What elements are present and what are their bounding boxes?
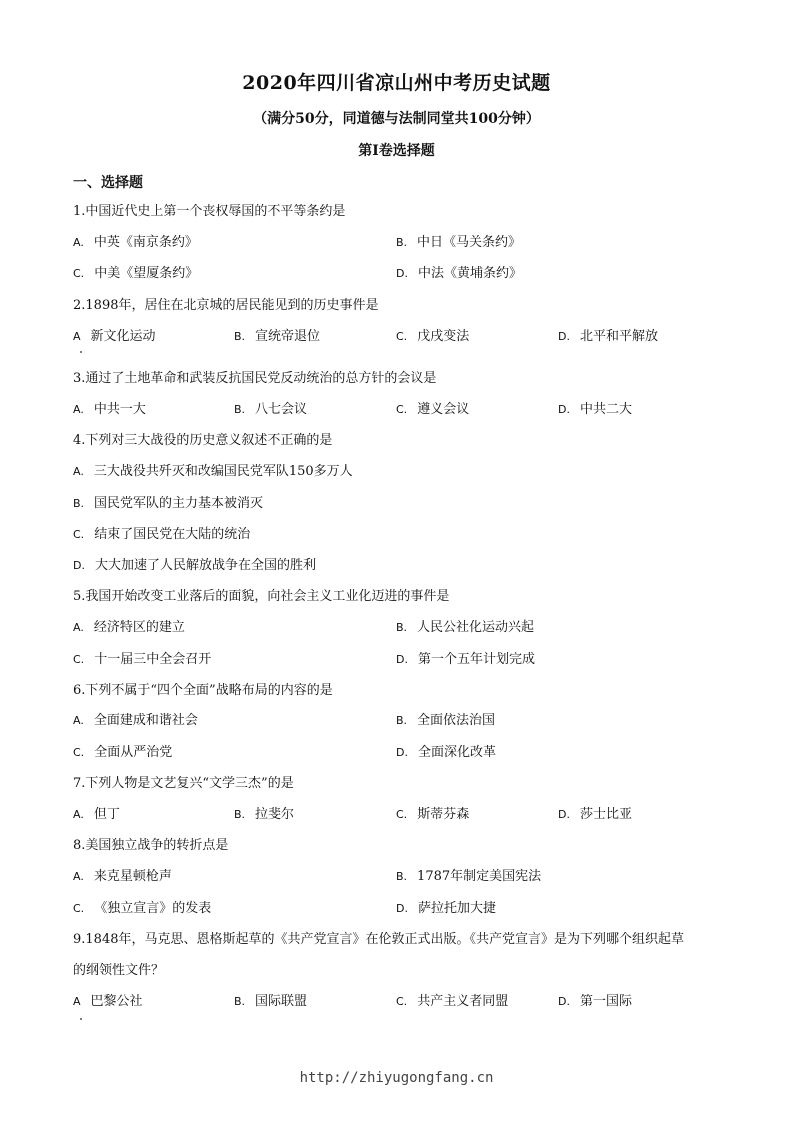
- q4-option-b: B. 国民党军队的主力基本被消灭: [73, 496, 264, 511]
- q4-option-d: D. 大大加速了人民解放战争在全国的胜利: [73, 558, 316, 573]
- question-9-stem: 9.1848年，马克思、恩格斯起草的《共产党宣言》在伦敦正式出版。《共产党宣言》是为下列哪个组织起草: [73, 932, 684, 947]
- q8-option-b: B. 1787年制定美国宪法: [396, 869, 542, 884]
- question-9-stem-continued: 的纲领性文件？: [73, 963, 165, 978]
- section-heading: 一、选择题: [73, 175, 143, 191]
- q9-option-b: B. 国际联盟: [234, 994, 308, 1009]
- q6-option-d: D. 全面深化改革: [396, 745, 496, 760]
- q5-option-a: A. 经济特区的建立: [73, 620, 185, 635]
- q7-option-a: A. 但丁: [73, 807, 120, 822]
- q7-option-d: D. 莎士比亚: [558, 807, 632, 822]
- q1-option-b: B. 中日《马关条约》: [396, 235, 522, 250]
- q5-option-d: D. 第一个五年计划完成: [396, 652, 535, 667]
- q2-option-b: B. 宣统帝退位: [234, 329, 321, 344]
- volume-heading: 第Ⅰ卷选择题: [358, 143, 435, 159]
- q9-option-c: C. 共产主义者同盟: [396, 994, 509, 1009]
- page-title: 2020年四川省凉山州中考历史试题: [242, 72, 551, 94]
- q7-option-c: C. 斯蒂芬森: [396, 807, 470, 822]
- q8-option-d: D. 萨拉托加大捷: [396, 901, 496, 916]
- question-8-stem: 8.美国独立战争的转折点是: [73, 838, 229, 853]
- q6-option-a: A. 全面建成和谐社会: [73, 713, 198, 728]
- q8-option-a: A. 来克星顿枪声: [73, 869, 172, 884]
- question-5-stem: 5.我国开始改变工业落后的面貌，向社会主义工业化迈进的事件是: [73, 589, 450, 604]
- q2-option-c: C. 戊戌变法: [396, 329, 470, 344]
- q3-option-b: B. 八七会议: [234, 402, 308, 417]
- footer-url: http://zhiyugongfang.cn: [299, 1070, 494, 1086]
- stray-mark: [80, 1018, 82, 1020]
- q6-option-b: B. 全面依法治国: [396, 713, 496, 728]
- q8-option-c: C. 《独立宣言》的发表: [73, 901, 212, 916]
- q2-option-d: D. 北平和平解放: [558, 329, 658, 344]
- q1-option-c: C. 中美《望厦条约》: [73, 266, 199, 281]
- q4-option-c: C. 结束了国民党在大陆的统治: [73, 527, 251, 542]
- question-3-stem: 3.通过了土地革命和武装反抗国民党反动统治的总方针的会议是: [73, 371, 437, 386]
- q4-option-a: A. 三大战役共歼灭和改编国民党军队150多万人: [73, 464, 353, 479]
- question-1-stem: 1.中国近代史上第一个丧权辱国的不平等条约是: [73, 204, 346, 219]
- q6-option-c: C. 全面从严治党: [73, 745, 173, 760]
- q3-option-d: D. 中共二大: [558, 402, 632, 417]
- q1-option-a: A. 中英《南京条约》: [73, 235, 198, 250]
- question-4-stem: 4.下列对三大战役的历史意义叙述不正确的是: [73, 433, 333, 448]
- q2-option-a: A 新文化运动: [73, 329, 156, 344]
- q7-option-b: B. 拉斐尔: [234, 807, 295, 822]
- question-7-stem: 7.下列人物是文艺复兴“文学三杰”的是: [73, 776, 294, 791]
- q5-option-c: C. 十一届三中全会召开: [73, 652, 212, 667]
- stray-mark: [80, 351, 82, 353]
- q1-option-d: D. 中法《黄埔条约》: [396, 266, 522, 281]
- q3-option-a: A. 中共一大: [73, 402, 146, 417]
- question-6-stem: 6.下列不属于“四个全面”战略布局的内容的是: [73, 683, 333, 698]
- q9-option-a: A 巴黎公社: [73, 994, 143, 1009]
- question-2-stem: 2.1898年，居住在北京城的居民能见到的历史事件是: [73, 298, 379, 313]
- q5-option-b: B. 人民公社化运动兴起: [396, 620, 535, 635]
- q9-option-d: D. 第一国际: [558, 994, 632, 1009]
- q3-option-c: C. 遵义会议: [396, 402, 470, 417]
- exam-subtitle: （满分50分，同道德与法制同堂共100分钟）: [253, 111, 540, 127]
